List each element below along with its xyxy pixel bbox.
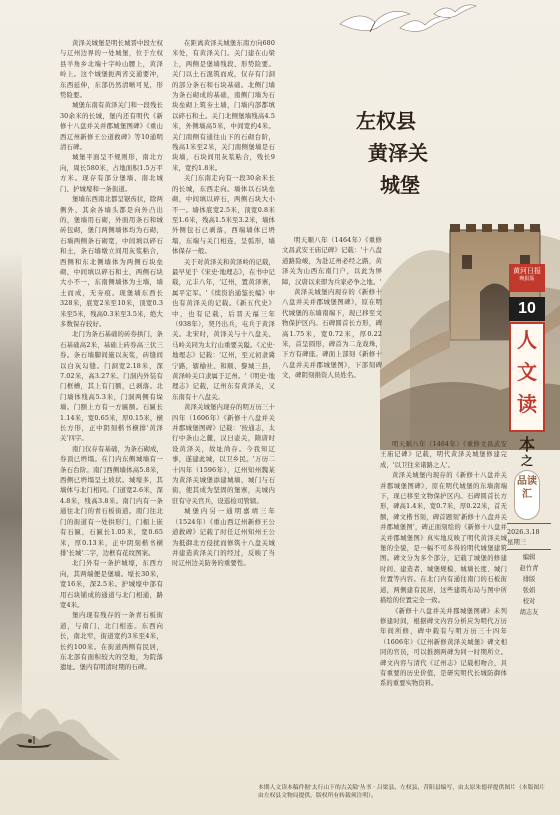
article-column-4: [380, 440, 507, 740]
newspaper-logo: [509, 264, 545, 292]
section-connector: 之: [520, 454, 533, 468]
proofreader-name: 胡志友: [519, 609, 539, 616]
title-line-3: 城堡: [380, 173, 420, 197]
date-text: 2026.3.18: [507, 528, 540, 536]
paragraph: 黄泽关城堡内现存的明万历三十四年（1606年）《新修十八盘并关并郡城堡图碑》记载：'按通志，太行中条山之麓，汉曰壶关，隋唐时设黄泽关，故址尚存。今我知辽事，遂建此城，以卫乡民。'万历二十四年（1596年），辽州知州魏某为黄泽关城堡添建城墙、城门与石街，使其成为坚固的堡寨，关城内驻有守关官兵，设巡检司管辖。: [172, 403, 275, 505]
flying-crane-icon: [430, 0, 480, 24]
section-title-char: 读: [517, 392, 537, 416]
article-column-1: [60, 38, 163, 688]
page-number: 10: [509, 297, 545, 321]
weekday-text: 星期三: [507, 538, 527, 546]
title-line-1: 左权县: [356, 109, 416, 133]
paragraph: 堡墙东西南北都呈锯齿状，除两侧外、其余各墙头都是向外凸出的，堡墙用石砌，外面用条石和城砖包砌，堡门两侧墙体均为石砌，石墙两侧条石砌宽，中间填以碎石和土，条石墙墩立间用灰浆粘合，西侧和东北侧墙体为两侧石块垒砌，中间填以碎石和土，两侧石块大小不一，东南侧墙体为土墙，墙土而成，无夯痕。现堡墙东西长328米，底宽2米至10米，顶宽0.3米至5米，残高0.3米至3.5米，绝大多数保存较好。: [60, 195, 163, 328]
paragraph: 城堡内另一通明嘉靖三年（1524年）《重山西辽州新修王公道救碑》记载了时任辽州知州王公为抵御北方侵扰而修筑十八盘关城并建造黄泽关门的经过，反映了当时辽州边关防务的重要性。: [172, 507, 275, 568]
paragraph: 堡内现有残存的一条青石板街道，与南门、北门相连。东西向长，南北窄，街道宽约3米至4米，长约100米。在街道两侧有民居，东北部有面积较大的空地，为院落遗址。堡内有明清时期的石碑。: [60, 611, 163, 672]
paragraph: 《新修十八盘并关并郡城堡图碑》未列修建时间，根据碑文内容分析应为明代万历年间所修，碑中载有与明万历三十四年（1606年）《辽州新修黄泽关城堡》碑文相同的官员，可以推测两碑为同一时期所立。碑文内容与清代《辽州志》记载相吻合，具有重要的历史价值，是研究明代长城防御体系的重要实物资料。: [380, 607, 507, 688]
paragraph: 南门仅存有基础，为条石砌成，券顶已坍塌。在门内东侧城墙有一条石台阶。南门西侧墙体高5.8米，西侧已坍塌呈土坡状。城壕多，其墙体与北门相同。门道宽2.6米，深4.8米，残高3.8米。南门内有一条通往北门的青石板街道。南门往北门的街道有一处拱形门，门楣上嵌有石匾，石匾长1.05米，宽0.65米，厚0.13米，正中阴刻楷书横排'长城'二字，边框有花纹图案。: [60, 444, 163, 557]
paragraph: 黄泽关城堡内现存的《新修十八盘并关并郡城堡图碑》，原在明代城堡的东墙南端下，现已移至文物保护区内。石碑圆首长方形，碑高1.75米，宽0.72米，厚0.22米，首呈圆形，碑首为二龙戏珠，下方有碑座。碑面上部刻《新修十八盘并关并郡城堡图》，下部刻碑文，碑阴刻捐资人员姓名。: [282, 288, 382, 380]
article-title: [356, 62, 446, 202]
title-line-2: 黄泽关: [368, 141, 428, 165]
divider: [507, 523, 551, 524]
paragraph: 关门东南走向有一段30余米长的长城，东西走向。墙体以石块垒砌，中间填以碎石，两侧石块大小不一。墙体底宽2.5米，顶宽0.8米至1.6米，残高1.5米至3.2米，墙体外侧包石已剥落，西端墙体已坍塌，东端与关门相连，呈弧形，墙体保存一般。: [172, 174, 275, 256]
paragraph: 北门外有一条护城壕，东西方向，其两端便是堡墙。壕长30米，宽16米，深2.5米。护城壕中部有用石块铺成的通道与北门相通，路宽4米。: [60, 559, 163, 609]
logo-text: 黄河日报: [513, 267, 541, 275]
issue-date: [507, 527, 551, 547]
proof-label: 校对: [522, 598, 536, 605]
seal-text: 品读汇: [517, 476, 537, 500]
article-column-3: [282, 235, 382, 435]
paragraph: 北门为条石基础的砖券拱门，条石基础高2米，基础上砖券高三伏三券。条石墙脚间施以灰浆，砖缝间以白灰勾缝。门洞宽2.18米，深7.02米，高3.27米。门洞内外装有门框槽，其上有门额，已剥落。北门墙体残高5.3米，门洞两侧有垛墙。门额上方有一方匾额。石匾长1.14米，宽0.65米，厚0.15米，横长方形，正中阴刻楷书横排'黄泽关'四字。: [60, 330, 163, 443]
paragraph: 黄泽关城堡是明长城晋中段左权与辽州边界的一处城堡，位于左权县羊角乡北端十字岭山腰上，黄泽岭上。这个城堡扼两省交通要冲，东西延伸，东部仍然清晰可见，形势险要。: [60, 39, 163, 100]
paragraph: 城堡平面呈不规则形，南北方向，周长580米，占地面积1.5万平方米。现存有部分堡墙、南北城门、护城壕和一条街道。: [60, 153, 163, 193]
logo-subtext: 晚报版: [519, 276, 535, 282]
editor-credits: [507, 552, 551, 618]
section-title-char: 人: [517, 328, 537, 352]
fishing-boat-icon: [14, 734, 54, 750]
paragraph: 关于对黄泽关和黄泽岭的记载，最早见于《宋史·地理志》，在书中记载，元丰八年，'辽州，置黄泽寨，属平定军。'《续资治通鉴长编》中也有黄泽关的记载。《新五代史》中，也有记载，后晋天福三年（938年），契丹出兵，屯兵于黄泽关。北宋时，黄泽关与十八盘关、马岭关同为太行山重要关隘。《元史·地理志》记载：'辽州，至元初隶冀宁路，辖榆社、和顺、黎城三县，黄泽岭关口隶属于辽州。'《明史·地理志》记载，辽州东有黄泽关，又东南有十八盘关。: [172, 257, 275, 401]
paragraph: 明天顺八年（1464年）《重修文昌武安王庙记碑》记载，明代黄泽关城堡修建完成，'以卫往来诸路之人'。: [380, 441, 507, 469]
designer-name: 张娟: [522, 587, 536, 594]
editor-label: 编辑: [522, 554, 536, 561]
seal-badge: [514, 470, 540, 520]
section-title: [509, 322, 545, 432]
divider: [507, 549, 551, 550]
paragraph: 在距离黄泽关城堡东南方向680米处，有黄泽关门。关门建在山梁上，两侧是堡墙残段、形势险要。关门以土石混筑而成，仅存有门洞的部分条石和石块基础。北侧门墙为条石砌成的基础，南侧门墙为石块垒砌上筑夯土墙，门墙内部都填以碎石和土。关门北侧堡墙残高4.5米，外侧墙高5米，中间宽约4米。关门南侧有通往山下的石砌台阶，残高1米至2米，关门南侧堡墙是石块墙，石块间用灰浆粘合，残长9米，宽约1.8米。: [172, 39, 275, 172]
section-title-char: 文: [517, 360, 537, 384]
paragraph: 城堡东南有黄泽关门和一段残长30余米的长城，堡内还有明代《新修十八盘并关并郡城堡图碑》《重山西辽州新修王公道救碑》等10通明清石碑。: [60, 101, 163, 152]
left-mountain-decoration: [0, 250, 22, 730]
paragraph: 明天顺八年（1464年）《重修文昌武安王庙记碑》记载：'十八盘道路险峻，为赴辽州必经之路，黄泽关为山西东南门户，以此为屏障，汉唐以来即为兵家必争之地。': [282, 236, 382, 286]
designer-label: 排版: [522, 576, 536, 583]
article-column-2: [172, 38, 275, 688]
footer-note: 本期人文读本稿件据'太行山下的古关隘'丛书 · 吕梁县、左权县、昔阳县编写，由太原朱德祥提供图片（本版图片由左权县文物局提供，版权所有转载须注明）。: [258, 785, 545, 799]
section-title-char-4: 本: [518, 435, 535, 454]
editor-name: 赵竹青: [519, 565, 539, 572]
paragraph: 黄泽关城堡内现存的《新修十八盘并关并郡城堡图碑》，原在明代城堡的东墙南端下，现已移至文物保护区内。石碑圆首长方形，碑高1.4米，宽0.7米，厚0.22米，首无额，碑文楷书刻，碑首题刻'新修十八盘并关并郡城堡图'，碑正面刻绘的《新修十八盘并关并郡城堡图》真实地反映了明代黄泽关城堡的全貌，是一幅不可多得的明代城堡建筑图。碑文分为多个部分，记载了城堡的修建时间、建造者、城堡规模、城墙长度、城门位置等内容。在北门内有通往南门的石板街道，两侧建有民居，这些建筑布局与图中所描绘的位置完全一致。: [380, 472, 507, 605]
